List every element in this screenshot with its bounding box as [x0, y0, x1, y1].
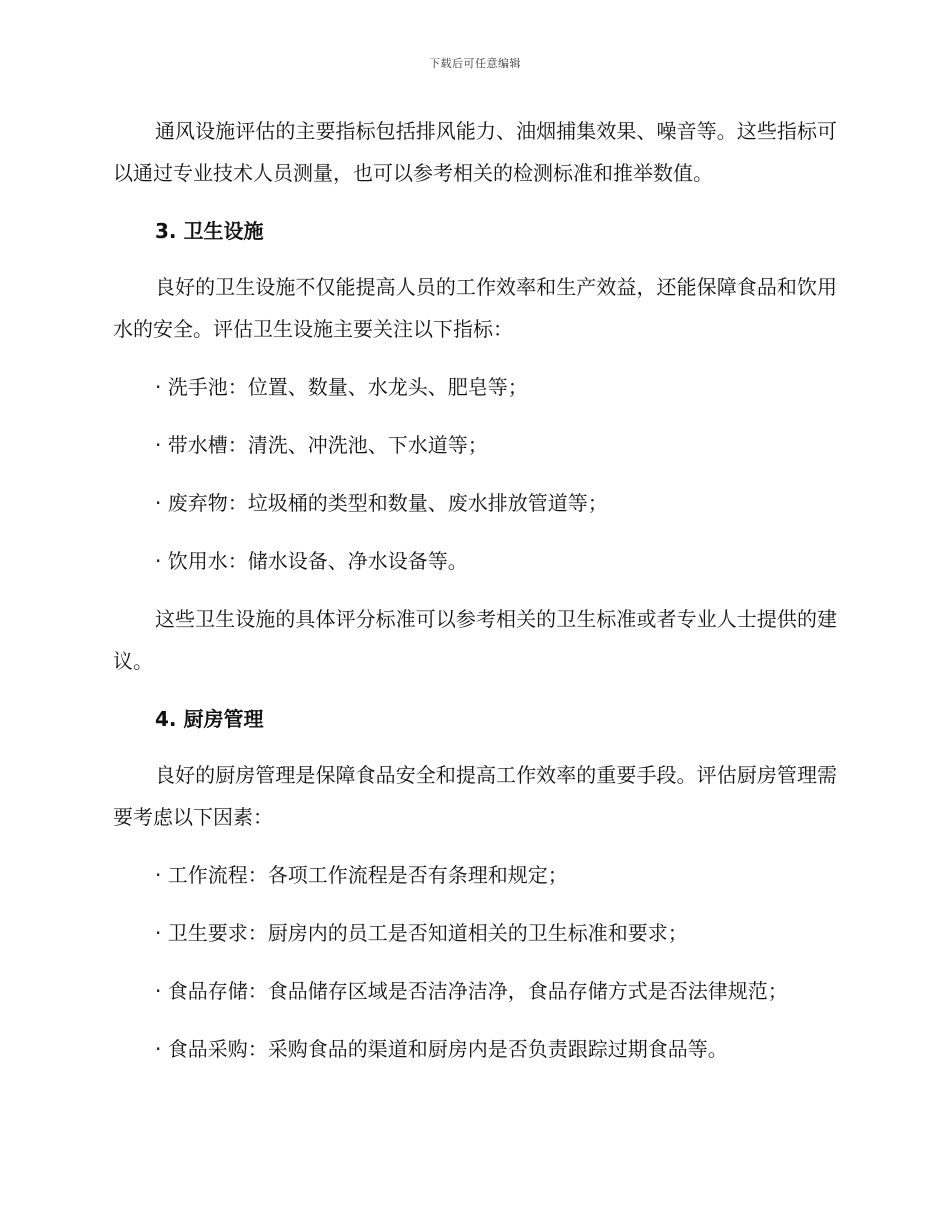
kitchen-item-workflow: · 工作流程：各项工作流程是否有条理和规定； [155, 863, 568, 887]
sanitation-item-sink: · 带水槽：清洗、冲洗池、下水道等； [155, 433, 488, 457]
section-3-intro-paragraph: 良好的卫生设施不仅能提高人员的工作效率和生产效益，还能保障食品和饮用水的安全。评估卫生设施主要关注以下指标： [113, 275, 837, 341]
sanitation-item-handwash: · 洗手池：位置、数量、水龙头、肥皂等； [155, 375, 528, 399]
page-header-note: 下载后可任意编辑 [429, 57, 521, 70]
sanitation-item-drinking-water: · 饮用水：储水设备、净水设备等。 [155, 549, 468, 573]
ventilation-summary-paragraph: 通风设施评估的主要指标包括排风能力、油烟捕集效果、噪音等。这些指标可以通过专业技术人员测量，也可以参考相关的检测标准和推举数值。 [113, 119, 837, 185]
section-3-heading: 3. 卫生设施 [155, 219, 264, 243]
sanitation-item-waste: · 废弃物：垃圾桶的类型和数量、废水排放管道等； [155, 491, 608, 515]
kitchen-item-hygiene: · 卫生要求：厨房内的员工是否知道相关的卫生标准和要求； [155, 921, 688, 945]
kitchen-item-storage: · 食品存储：食品储存区域是否洁净洁净，食品存储方式是否法律规范； [155, 979, 788, 1003]
section-3-closing-paragraph: 这些卫生设施的具体评分标准可以参考相关的卫生标准或者专业人士提供的建议。 [113, 607, 837, 673]
kitchen-item-purchasing: · 食品采购：采购食品的渠道和厨房内是否负责跟踪过期食品等。 [155, 1037, 728, 1061]
document-body [113, 110, 837, 1086]
section-4-heading: 4. 厨房管理 [155, 707, 264, 731]
section-4-intro-paragraph: 良好的厨房管理是保障食品安全和提高工作效率的重要手段。评估厨房管理需要考虑以下因素： [113, 763, 837, 829]
